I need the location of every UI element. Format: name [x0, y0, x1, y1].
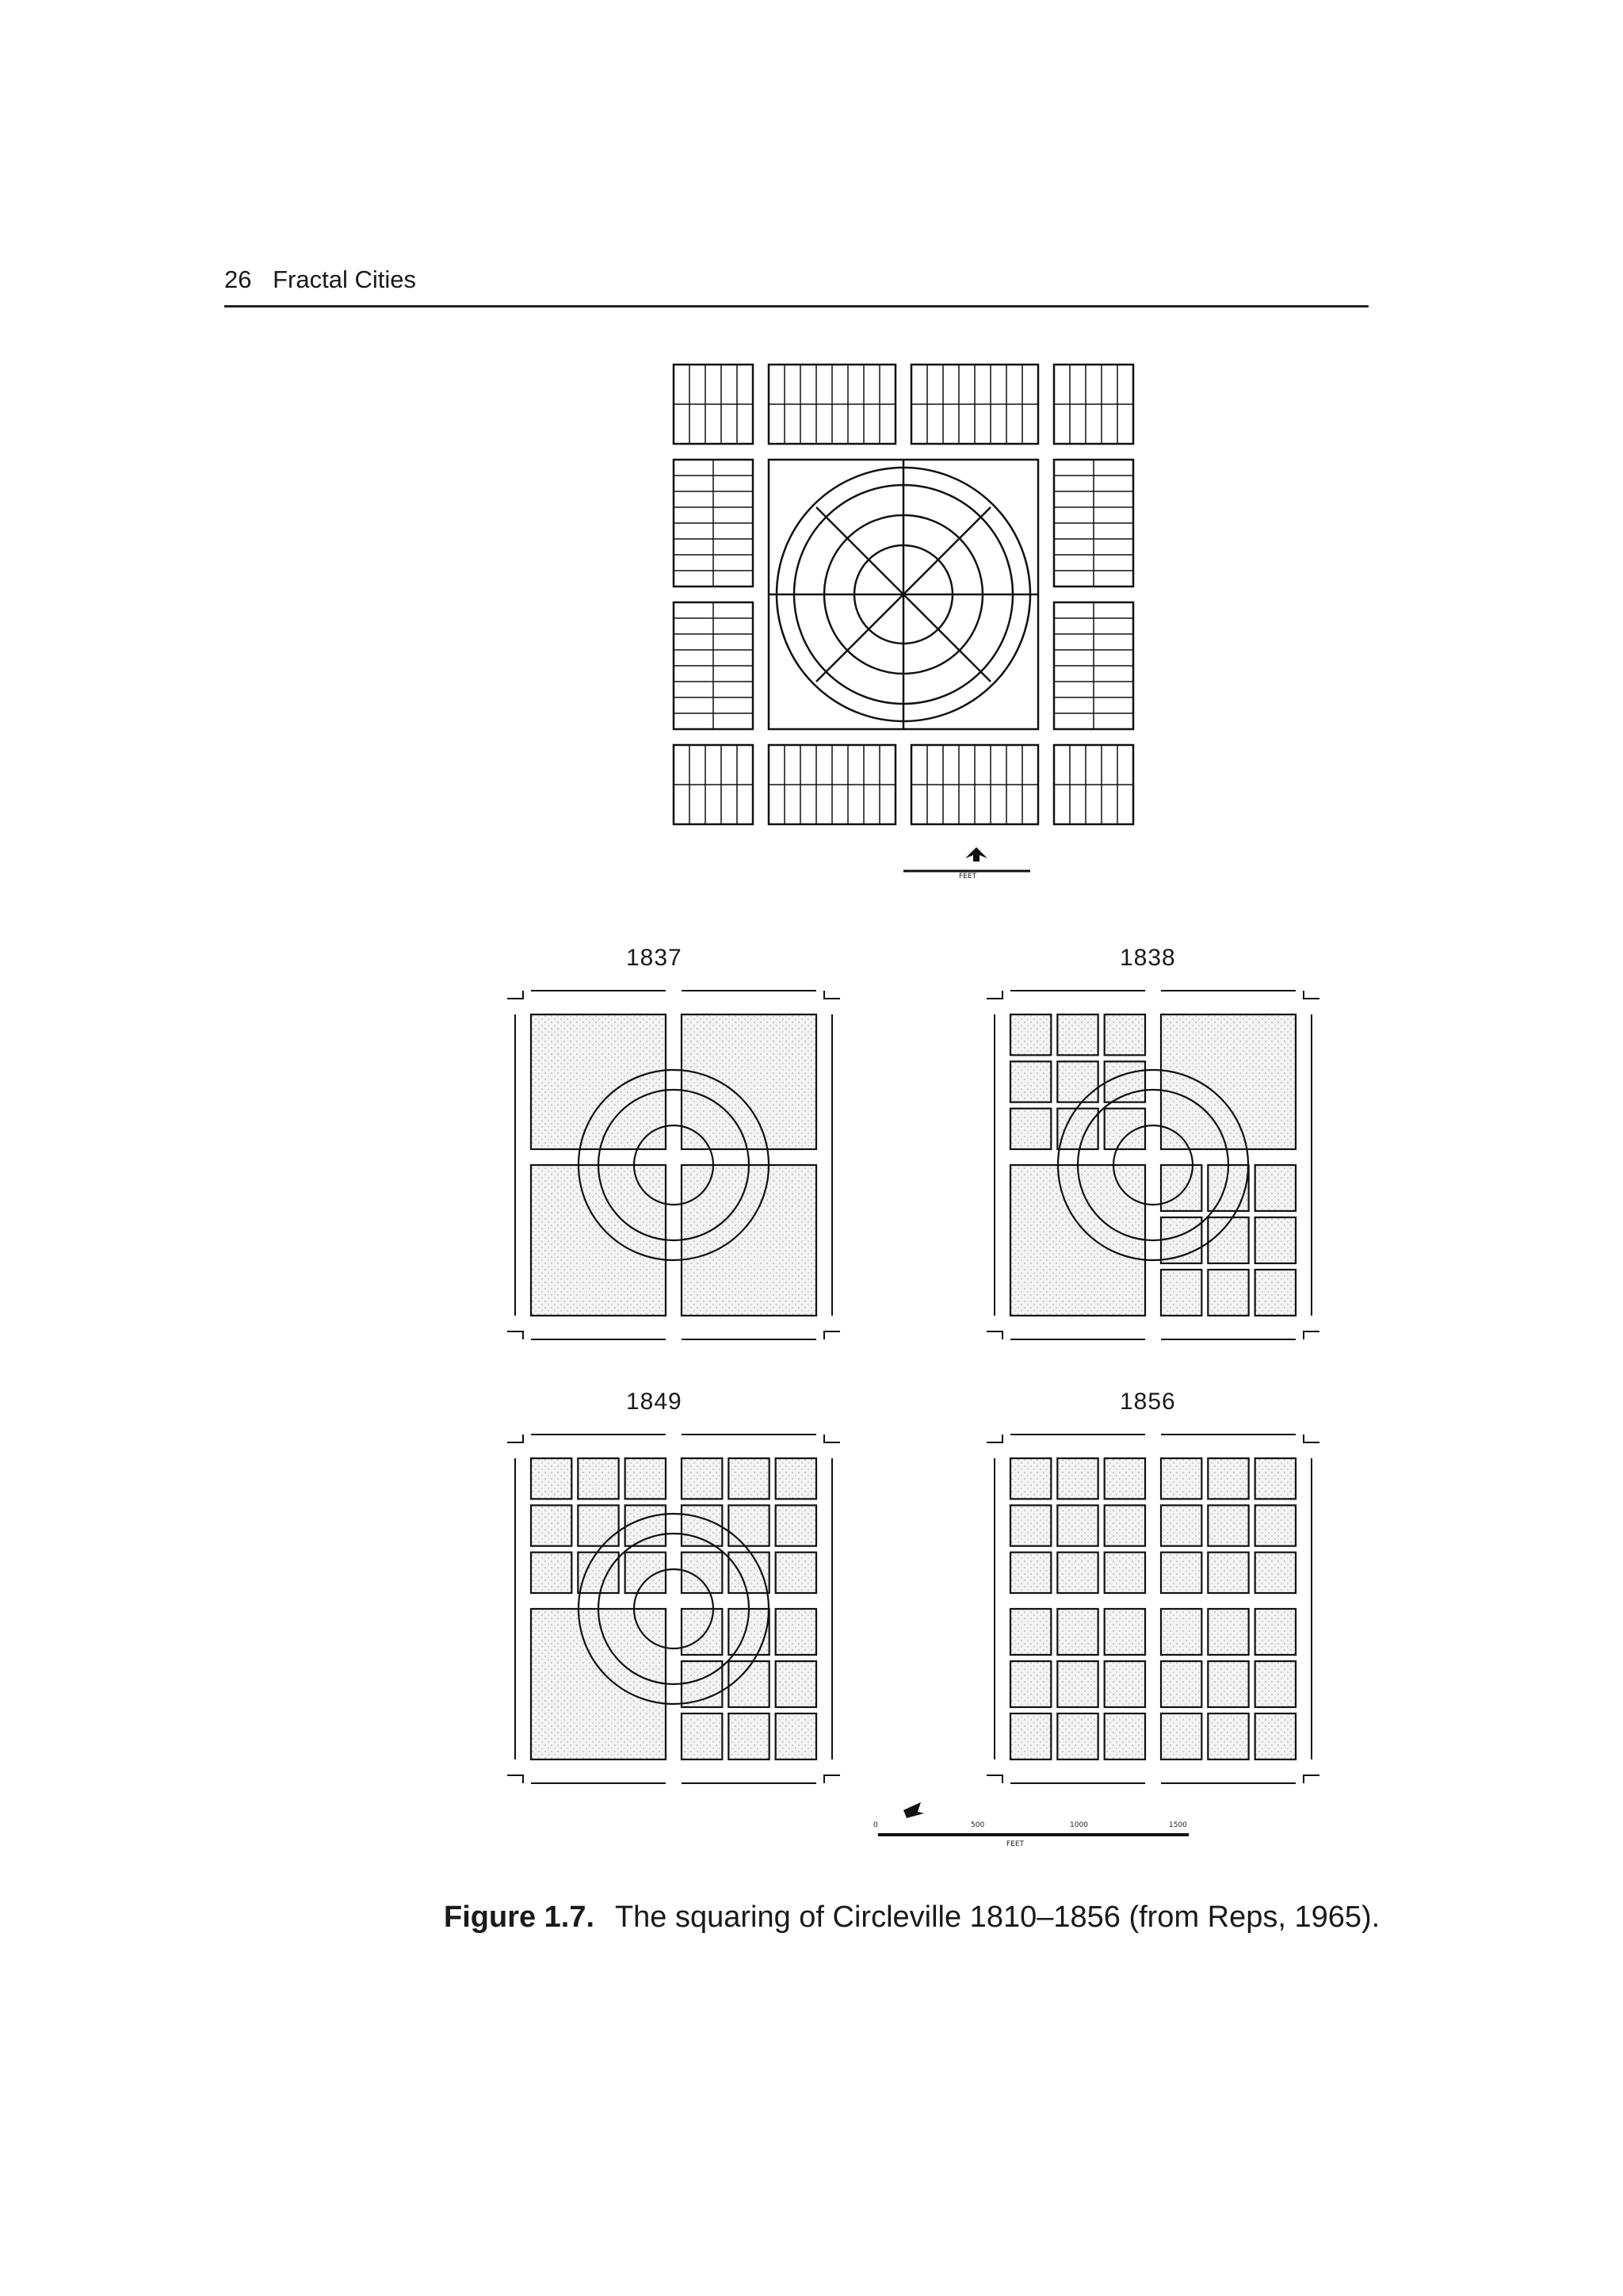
plan-1838 [979, 983, 1327, 1347]
header-rule [224, 305, 1369, 308]
caption-text: The squaring of Circleville 1810–1856 (from Reps, 1965). [614, 1901, 1381, 1934]
scale-unit-top: FEET [959, 873, 977, 881]
scale-unit-bottom: FEET [1006, 1840, 1025, 1848]
plan-1837-drawing [499, 983, 848, 1347]
plan-1810-drawing [658, 349, 1149, 840]
plan-1837 [499, 983, 848, 1347]
scale-tick-500: 500 [971, 1821, 985, 1829]
scale-tick-1000: 1000 [1070, 1821, 1088, 1829]
scale-tick-0: 0 [873, 1821, 878, 1829]
year-label-1837: 1837 [626, 945, 682, 971]
running-head [224, 266, 416, 294]
plan-1810 [658, 349, 1149, 840]
caption-label: Figure 1.7. [444, 1901, 595, 1934]
plan-1856-drawing [979, 1427, 1327, 1791]
year-label-1849: 1849 [626, 1389, 682, 1415]
year-label-1856: 1856 [1120, 1389, 1176, 1415]
running-title: Fractal Cities [273, 266, 416, 293]
scale-tick-1500: 1500 [1169, 1821, 1187, 1829]
plan-1838-drawing [979, 983, 1327, 1347]
page-number: 26 [224, 266, 252, 293]
year-label-1838: 1838 [1120, 945, 1176, 971]
plan-1849 [499, 1427, 848, 1791]
plan-1849-drawing [499, 1427, 848, 1791]
figure-caption [444, 1901, 1380, 1935]
scale-bar-bottom [872, 1799, 1205, 1855]
scale-bar-top [903, 844, 1046, 880]
plan-1856 [979, 1427, 1327, 1791]
north-arrow-bottom [872, 1799, 1205, 1855]
